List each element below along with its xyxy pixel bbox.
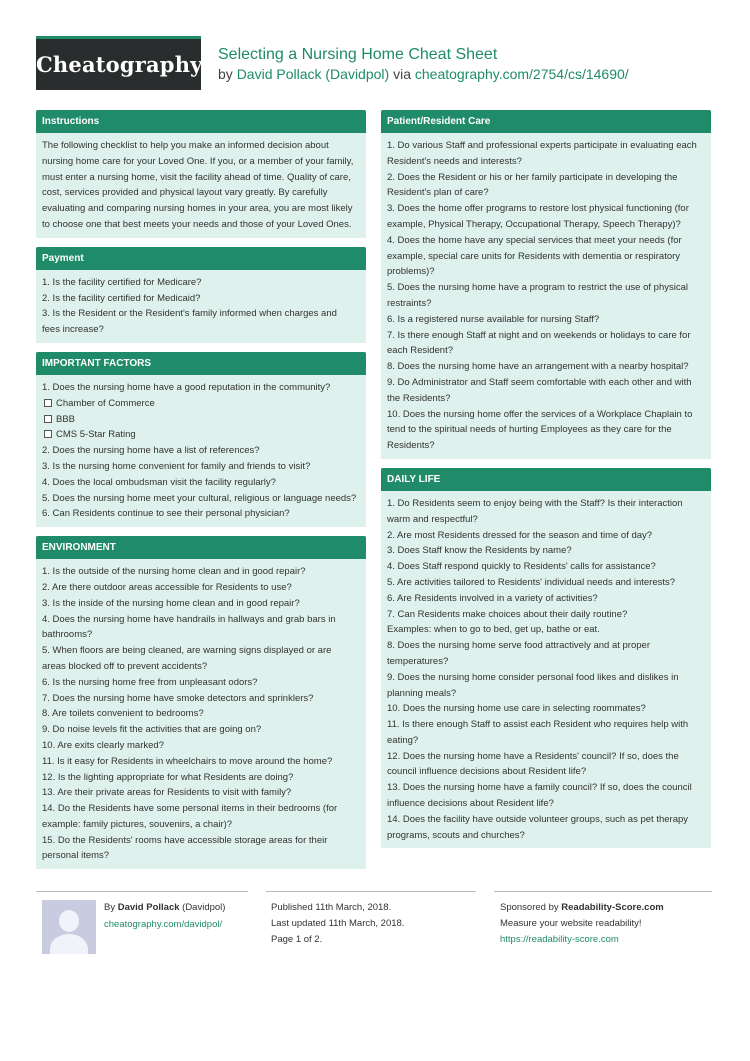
byline [218, 66, 629, 82]
footer-sponsor-name[interactable]: Readability-Score.com [561, 902, 664, 913]
list-item: 1. Is the facility certified for Medicare? [42, 276, 202, 288]
list-item: example: family pictures, souvenirs, a chair)? [42, 818, 233, 830]
list-item: 9. Do noise levels fit the activities that are going on? [42, 724, 262, 736]
avatar-body-shape [50, 934, 88, 954]
section-title: DAILY LIFE [381, 468, 711, 491]
list-item: 8. Does the nursing home have an arrangement with a nearby hospital? [387, 361, 689, 373]
list-item: 3. Is the inside of the nursing home clean and in good repair? [42, 597, 300, 609]
list-item: Examples: when to go to bed, get up, bathe or eat. [387, 624, 600, 636]
section-payment [36, 247, 366, 343]
list-item: 3. Does Staff know the Residents by name? [387, 545, 572, 557]
section-body [36, 133, 366, 238]
list-item: 7. Does the nursing home have smoke detectors and sprinklers? [42, 692, 314, 704]
section-body [36, 270, 366, 343]
list-item: 13. Does the nursing home have a family council? If so, does the council [387, 782, 692, 794]
list-item: 5. Does the nursing home have a program to restrict the use of physical [387, 282, 688, 294]
cheatography-logo[interactable]: Cheatography [36, 36, 201, 90]
footer-sponsored-prefix: Sponsored by [500, 902, 559, 913]
list-item: 4. Does the local ombudsman visit the facility regularly? [42, 476, 276, 488]
sheet-link[interactable]: cheatography.com/2754/cs/14690/ [414, 66, 629, 82]
checklist-label: Chamber of Commerce [56, 397, 155, 409]
section-patient-care [381, 110, 711, 459]
list-item: 2. Are most Residents dressed for the season and time of day? [387, 529, 653, 541]
list-item: 1. Do various Staff and professional experts participate in evaluating each [387, 140, 697, 151]
list-item: 14. Do the Residents have some personal items in their bedrooms (for [42, 803, 338, 815]
list-item: eating? [387, 734, 419, 746]
list-item: 5. Does the nursing home meet your cultural, religious or language needs? [42, 492, 357, 504]
section-title: Instructions [36, 110, 366, 133]
checkbox[interactable] [44, 430, 52, 438]
list-item: personal items? [42, 850, 110, 862]
section-body [36, 375, 366, 527]
list-item: fees increase? [42, 324, 104, 336]
avatar-head-shape [59, 910, 79, 932]
list-item: 7. Is there enough Staff at night and on weekends or holidays to care for [387, 329, 691, 341]
footer-author-handle: (Davidpol) [182, 902, 226, 913]
list-item: 8. Does the nursing home serve food attractively and at proper [387, 640, 650, 652]
list-item: programs, scouts and churches? [387, 829, 525, 841]
footer-author-link[interactable]: cheatography.com/davidpol/ [104, 919, 223, 930]
list-item: bathrooms? [42, 629, 93, 641]
list-item: 6. Are Residents involved in a variety of activities? [387, 592, 598, 604]
section-important-factors [36, 352, 366, 527]
list-item: 4. Does the nursing home have handrails in hallways and grab bars in [42, 613, 336, 625]
list-item: 10. Does the nursing home use care in selecting roommates? [387, 703, 646, 715]
list-item: planning meals? [387, 687, 457, 699]
list-item: 9. Do Administrator and Staff seem comfortable with each other and with [387, 376, 692, 388]
footer-divider [36, 891, 248, 892]
list-item: 6. Is a registered nurse available for nursing Staff? [387, 313, 600, 325]
list-item: tend to the spiritual needs of hurting Employees as they care for the [387, 424, 672, 436]
section-body [381, 133, 711, 459]
footer-sponsor [500, 900, 664, 916]
list-item: 2. Is the facility certified for Medicaid? [42, 292, 201, 304]
list-item: 1. Do Residents seem to enjoy being with the Staff? Is their interaction [387, 497, 683, 509]
checklist-label: CMS 5-Star Rating [56, 429, 136, 441]
list-item: problems)? [387, 266, 435, 278]
list-item: 10. Does the nursing home offer the services of a Workplace Chaplain to [387, 408, 693, 420]
list-item: 13. Are their private areas for Residents to visit with family? [42, 787, 292, 799]
list-item: 5. Are activities tailored to Residents' individual needs and interests? [387, 576, 676, 588]
footer-sponsor-link[interactable]: https://readability-score.com [500, 934, 619, 945]
section-daily-life [381, 468, 711, 849]
checklist-item[interactable] [42, 427, 360, 443]
author-link[interactable]: David Pollack (Davidpol) [236, 66, 390, 82]
section-title: IMPORTANT FACTORS [36, 352, 366, 375]
checklist-item[interactable] [42, 412, 360, 428]
page-footer [36, 891, 712, 961]
section-instructions [36, 110, 366, 238]
list-item: areas blocked off to prevent accidents? [42, 660, 208, 672]
list-item: the Residents? [387, 392, 451, 404]
byline-via: via [393, 66, 411, 82]
list-item: Resident's plan of care? [387, 187, 489, 199]
footer-sponsor-tagline: Measure your website readability! [500, 918, 642, 929]
checkbox[interactable] [44, 415, 52, 423]
footer-author-name: David Pollack [117, 902, 180, 913]
checklist-label: BBB [56, 413, 76, 425]
footer-published: Published 11th March, 2018. [271, 902, 392, 913]
list-item: 14. Does the facility have outside volunteer groups, such as pet therapy [387, 813, 689, 825]
section-environment [36, 536, 366, 869]
list-item: 4. Does the home have any special services that meet your needs (for [387, 234, 682, 246]
footer-by: By [104, 902, 116, 913]
list-item: 6. Can Residents continue to see their personal physician? [42, 508, 290, 520]
list-item: 5. When floors are being cleaned, are warning signs displayed or are [42, 645, 332, 657]
section-title: ENVIRONMENT [36, 536, 366, 559]
byline-by: by [218, 66, 233, 82]
footer-updated: Last updated 11th March, 2018. [271, 918, 405, 929]
list-item: example, special care units for Residents with dementia or respiratory [387, 250, 681, 262]
instructions-text: The following checklist to help you make an informed decision about nursing home care for your Loved One. If you, or a member of your family, must enter a nursing home, visit the facility ahead of time. Quality of care, cost, services provided and physical layout vary greatly. By carefully evaluating and comparing nursing homes in your area, you are most likely to choose one that best meets your needs and those of your Loved Ones. [42, 140, 354, 230]
list-item: each Resident? [387, 345, 454, 357]
footer-author [104, 900, 225, 916]
footer-page-number: Page 1 of 2. [271, 934, 323, 945]
list-item: 12. Is the lighting appropriate for what Residents are doing? [42, 771, 294, 783]
list-item: influence decisions about Resident life? [387, 798, 554, 810]
list-item: 6. Is the nursing home free from unpleasant odors? [42, 676, 258, 688]
list-item: 4. Does Staff respond quickly to Residents' calls for assistance? [387, 561, 656, 573]
list-item: 2. Does the Resident or his or her family participate in developing the [387, 171, 678, 183]
section-body [381, 491, 711, 849]
section-title: Payment [36, 247, 366, 270]
list-item: council influence decisions about Resident life? [387, 766, 587, 778]
list-item: 3. Is the nursing home convenient for family and friends to visit? [42, 460, 311, 472]
list-item: example, Physical Therapy, Occupational Therapy, Speech Therapy)? [387, 218, 681, 230]
list-item: 2. Does the nursing home have a list of references? [42, 445, 260, 457]
section-title: Patient/Resident Care [381, 110, 711, 133]
list-item: Resident's needs and interests? [387, 155, 522, 167]
list-item: 1. Is the outside of the nursing home clean and in good repair? [42, 566, 306, 578]
list-item: 12. Does the nursing home have a Residents' council? If so, does the [387, 750, 679, 762]
list-item: Residents? [387, 440, 435, 452]
list-item: 2. Are there outdoor areas accessible for Residents to use? [42, 581, 292, 593]
list-item: 9. Does the nursing home consider personal food likes and dislikes in [387, 671, 679, 683]
list-item: 3. Does the home offer programs to restore lost physical functioning (for [387, 203, 689, 215]
list-item: 11. Is there enough Staff to assist each Resident who requires help with [387, 719, 689, 731]
footer-divider [266, 891, 476, 892]
list-item: 10. Are exits clearly marked? [42, 739, 164, 751]
page-header [36, 36, 716, 92]
checkbox[interactable] [44, 399, 52, 407]
footer-divider [494, 891, 712, 892]
section-body [36, 559, 366, 869]
list-item: warm and respectful? [387, 513, 478, 525]
list-item: temperatures? [387, 655, 449, 667]
avatar[interactable] [42, 900, 96, 954]
page-title: Selecting a Nursing Home Cheat Sheet [218, 46, 498, 63]
checklist-item[interactable] [42, 396, 360, 412]
list-item: 1. Does the nursing home have a good reputation in the community? [42, 381, 331, 393]
footer-author-link-row [104, 917, 222, 933]
footer-sponsor-link-row [500, 932, 619, 948]
left-column [36, 110, 366, 878]
list-item: 11. Is it easy for Residents in wheelchairs to move around the home? [42, 755, 333, 767]
list-item: 8. Are toilets convenient to bedrooms? [42, 708, 204, 720]
list-item: restraints? [387, 297, 432, 309]
list-item: 7. Can Residents make choices about their daily routine? [387, 608, 628, 620]
list-item: 15. Do the Residents' rooms have accessible storage areas for their [42, 834, 328, 846]
right-column [381, 110, 711, 857]
list-item: 3. Is the Resident or the Resident's family informed when charges and [42, 308, 337, 320]
